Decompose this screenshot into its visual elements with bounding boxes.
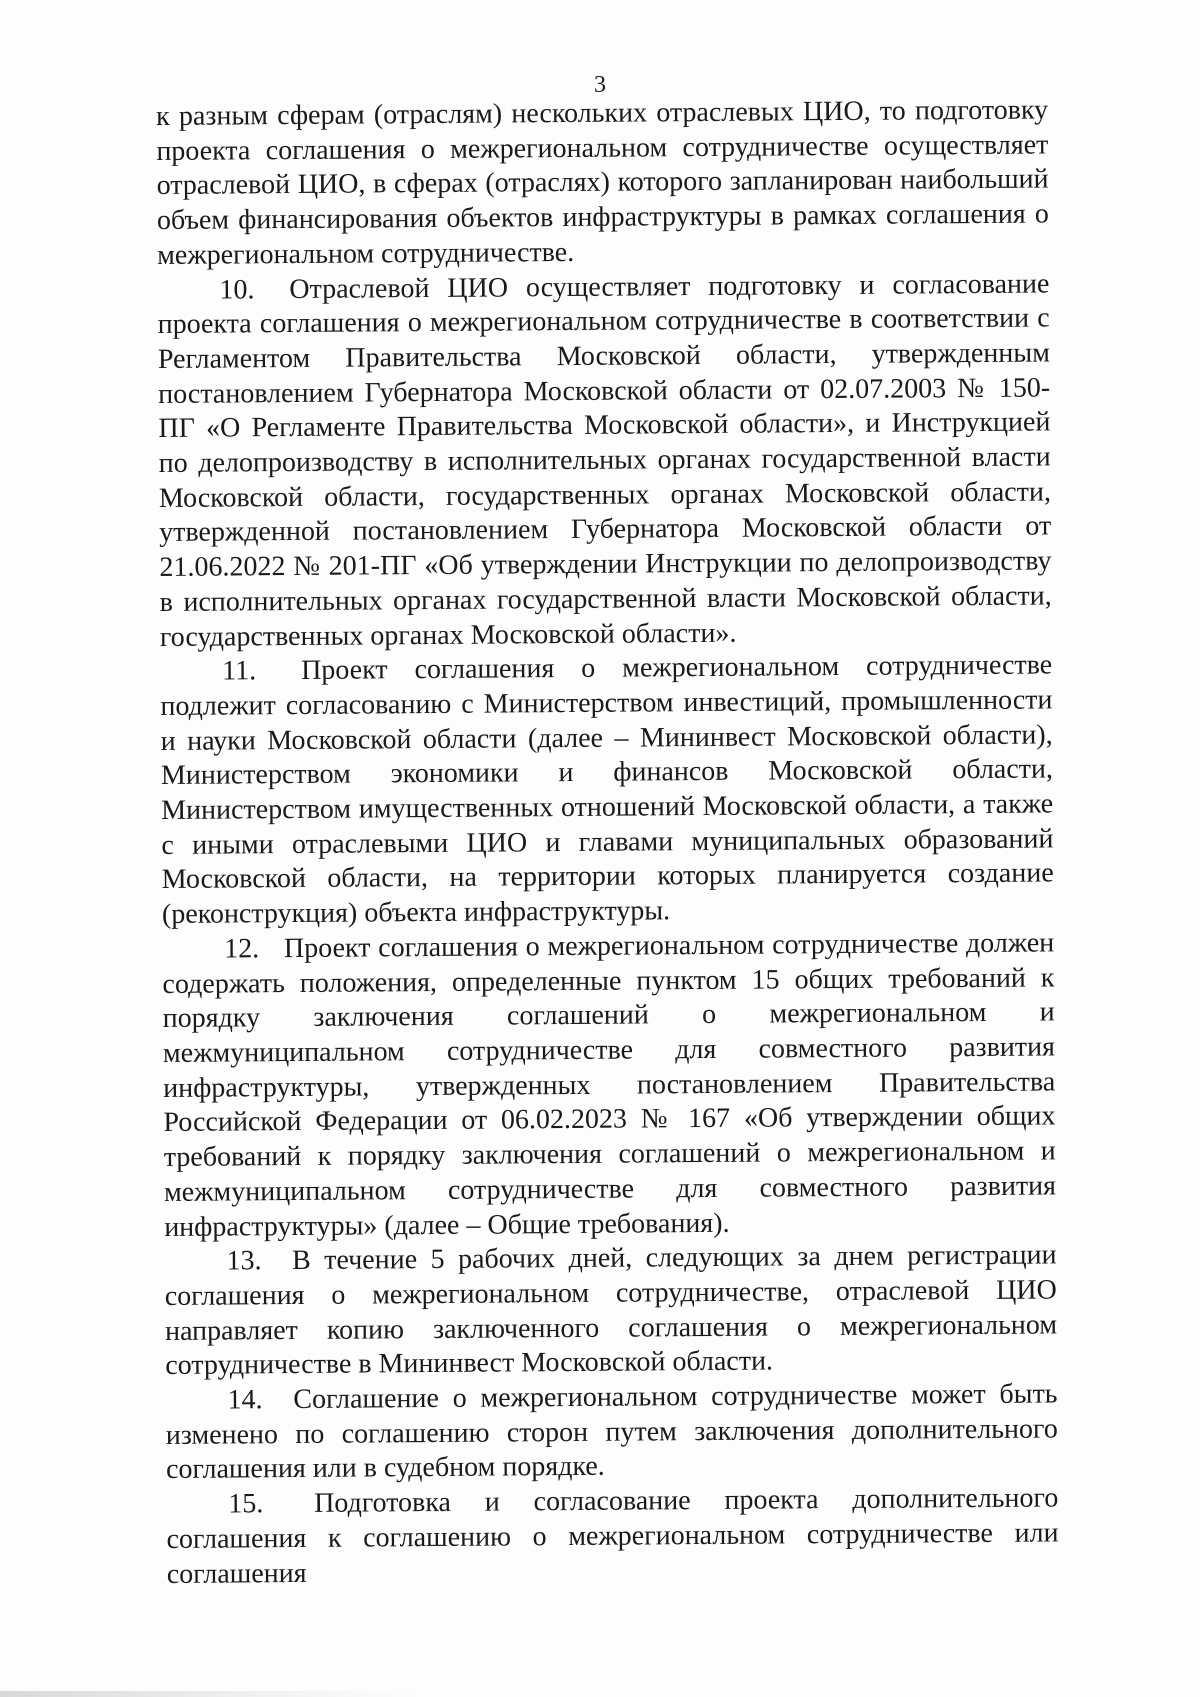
paragraph-number: 12.: [224, 933, 260, 965]
paragraph-11: [160, 649, 1054, 933]
paragraph-15: [166, 1482, 1059, 1593]
paragraph-text: Подготовка и согласование проекта дополнительного соглашения к соглашению о межрегиональном сотрудничестве или соглашения: [166, 1482, 1059, 1590]
paragraph-14: [165, 1377, 1058, 1488]
paragraph-text: к разным сферам (отраслям) нескольких отраслевых ЦИО, то подготовку проекта соглашения о межрегиональном сотрудничестве осуществляет отраслевой ЦИО, в сферах (отраслях) которого запланирован наибольший объем финансирования объектов инфраструктуры в рамках соглашения о межрегиональном сотрудничестве.: [156, 94, 1049, 271]
paragraph-text: Соглашение о межрегиональном сотрудничестве может быть изменено по соглашению сторон путем заключения дополнительного соглашения или в судебном порядке.: [165, 1378, 1058, 1486]
paragraph-12: [162, 926, 1056, 1245]
page-number: 3: [594, 72, 606, 98]
scan-edge-artifact: [0, 1691, 420, 1697]
paragraph-text: В течение 5 рабочих дней, следующих за днем регистрации соглашения о межрегиональном сотрудничестве, отраслевой ЦИО направляет копию заключенного соглашения о межрегиональном сотрудничестве в Мининвест Московской области.: [164, 1239, 1058, 1382]
paragraph-10: [157, 267, 1052, 655]
paragraph-number: 14.: [227, 1384, 263, 1416]
paragraph-number: 11.: [222, 655, 257, 687]
paragraph-text: Проект соглашения о межрегиональном сотрудничестве подлежит согласованию с Министерством инвестиций, промышленности и науки Московской области (далее – Мининвест Московской области), Министерством экономики и финансов Московской области, Министерством имущественных отношений Московской области, а также с иными отраслевыми ЦИО и главами муниципальных образований Московской области, на территории которых планируется создание (реконструкция) объекта инфраструктуры.: [160, 649, 1054, 931]
document-body: [156, 93, 1059, 1592]
paragraph-continuation: [156, 93, 1049, 273]
paragraph-number: 13.: [226, 1245, 262, 1277]
paragraph-13: [164, 1239, 1057, 1384]
paragraph-number: 10.: [219, 273, 255, 306]
paragraph-number: 15.: [228, 1488, 264, 1520]
paragraph-text: Отраслевой ЦИО осуществляет подготовку и согласование проекта соглашения о межрегиональном сотрудничестве в соответствии с Регламентом Правительства Московской области, утвержденным постановлением Губернатора Московской области от 02.07.2003 № 150-ПГ «О Регламенте Правительства Московской области», и Инструкцией по делопроизводству в исполнительных органах государственной власти Московской области, государственных органах Московской области, утвержденной постановлением Губернатора Московской области от 21.06.2022 № 201-ПГ «Об утверждении Инструкции по делопроизводству в исполнительных органах государственной власти Московской области, государственных органах Московской области».: [157, 267, 1052, 653]
paragraph-text: Проект соглашения о межрегиональном сотрудничестве должен содержать положения, определенные пунктом 15 общих требований к порядку заключения соглашений о межрегиональном и межмуниципальном сотрудничестве для совместного развития инфраструктуры, утвержденных постановлением Правительства Российской Федерации от 06.02.2023 № 167 «Об утверждении общих требований к порядку заключения соглашений о межрегиональном и межмуниципальном сотрудничестве для совместного развития инфраструктуры» (далее – Общие требования).: [162, 927, 1057, 1243]
